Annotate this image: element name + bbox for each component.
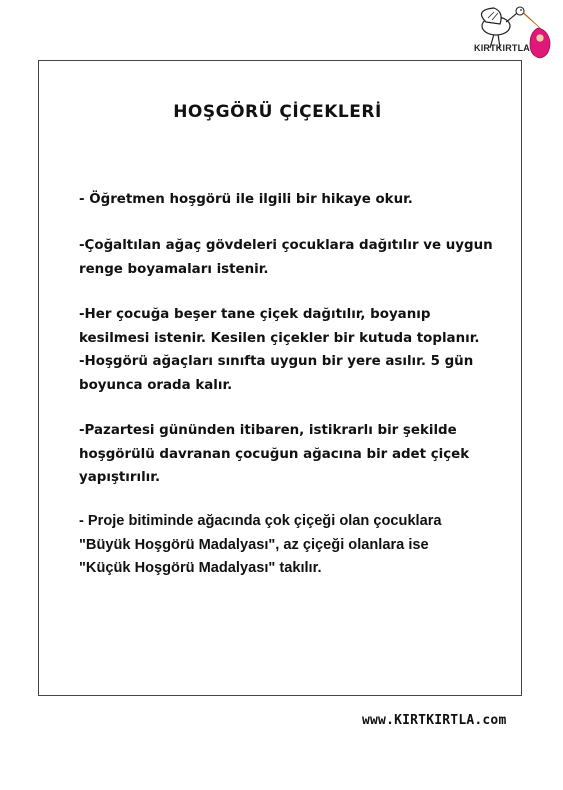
text-line: boyunca orada kalır.	[79, 377, 233, 393]
paragraph-3	[79, 303, 519, 397]
text-line: yapıştırılır.	[79, 470, 161, 485]
paragraph-5	[79, 510, 519, 581]
text-line: -Pazartesi gününden itibaren, istikrarlı bir şekilde	[79, 423, 457, 438]
paragraph-1	[79, 188, 519, 212]
text-line: -Hoşgörü ağaçları sınıfta uygun bir yere asılır. 5 gün	[79, 354, 474, 369]
paragraph-2	[79, 234, 519, 281]
logo-brand-text: KIRTKIRTLA	[474, 43, 530, 53]
paragraph-4	[79, 419, 519, 490]
stork-icon	[464, 4, 556, 64]
text-line: - Proje bitiminde ağacında çok çiçeği olan çocuklara	[79, 513, 442, 529]
site-logo[interactable]	[464, 4, 556, 64]
footer-website-link[interactable]: www.KIRTKIRTLA.com	[362, 713, 507, 728]
text-line: renge boyamaları istenir.	[79, 261, 269, 277]
text-line: "Büyük Hoşgörü Madalyası", az çiçeği olanlara ise	[79, 536, 429, 553]
text-line: - Öğretmen hoşgörü ile ilgili bir hikaye okur.	[79, 192, 413, 207]
page-title: HOŞGÖRÜ ÇİÇEKLERİ	[173, 102, 382, 122]
text-line: kesilmesi istenir. Kesilen çiçekler bir kutuda toplanır.	[79, 330, 480, 346]
text-line: hoşgörülü davranan çocuğun ağacına bir adet çiçek	[79, 446, 470, 462]
text-line: -Çoğaltılan ağaç gövdeleri çocuklara dağıtılır ve uygun	[79, 238, 493, 253]
text-line: -Her çocuğa beşer tane çiçek dağıtılır, boyanıp	[79, 307, 431, 322]
text-line: "Küçük Hoşgörü Madalyası" takılır.	[79, 560, 322, 576]
